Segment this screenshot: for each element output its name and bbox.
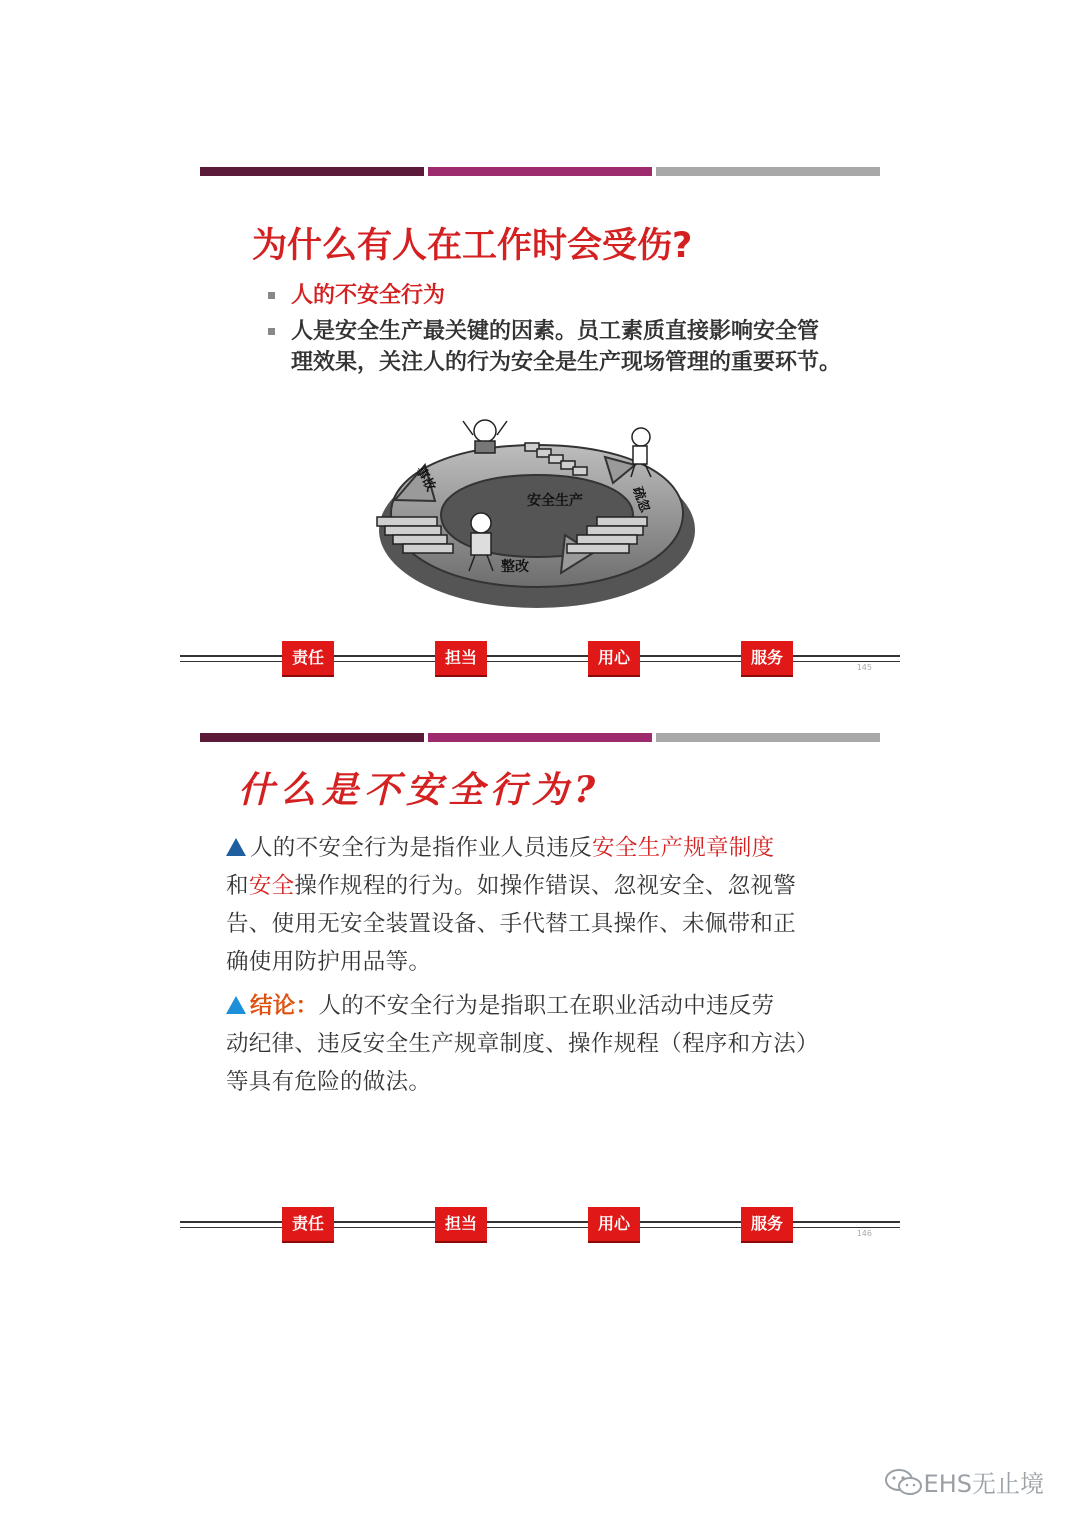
text-span: 人的不安全行为是指职工在职业活动中违反劳 [318,993,775,1019]
text-span: 和 [226,873,249,899]
watermark-text: EHS无止境 [923,1470,1044,1498]
highlight-span: 安全 [248,873,295,899]
definition-line-1 [226,829,876,867]
diagram-center-label: 安全生产 [527,493,583,509]
page-number: 146 [856,1229,872,1238]
slide1-top-bar [200,167,880,176]
bar-segment [200,733,424,742]
conclusion-label: 结论： [250,993,319,1019]
footer-badge-dedication: 用心 [588,1207,640,1243]
slide1-bullet-1 [268,280,445,311]
footer-badge-service: 服务 [741,641,793,677]
bar-segment [428,167,652,176]
wechat-icon [884,1467,924,1497]
footer-badge-dedication: 用心 [588,641,640,677]
watermark [884,1464,1044,1499]
footer-badge-responsibility: 责任 [282,641,334,677]
slide2-top-bar [200,733,880,742]
bullet-square-icon [268,328,275,335]
footer-badge-service: 服务 [741,1207,793,1243]
bar-segment [656,167,880,176]
bullet-text: 人的不安全行为 [291,283,446,308]
diagram-label-accident: 事故 [412,464,439,495]
definition-line-3: 告、使用无安全装置设备、手代替工具操作、未佩带和正 [226,911,797,937]
slide1-footer [180,641,900,677]
footer-badge-commitment: 担当 [435,1207,487,1243]
conclusion-line-3: 等具有危险的做法。 [226,1069,432,1095]
slide2-footer [180,1207,900,1243]
footer-badge-commitment: 担当 [435,641,487,677]
text-span: 人的不安全行为是指作业人员违反 [250,835,593,861]
definition-paragraph [226,829,876,981]
bar-segment [656,733,880,742]
definition-line-4: 确使用防护用品等。 [226,949,432,975]
bullet-line-2: 理效果，关注人的行为安全是生产现场管理的重要环节。 [291,350,842,375]
page-number: 145 [856,663,872,672]
bar-segment [428,733,652,742]
diagram-label-neglect: 疏忽 [629,484,653,515]
conclusion-line-1 [226,987,876,1025]
slide2-title: 什么是不安全行为? [238,769,602,811]
bullet-square-icon [268,292,275,299]
definition-line-2 [226,867,876,905]
conclusion-paragraph [226,987,876,1101]
highlight-span: 安全生产规章制度 [592,835,775,861]
bullet-text [291,316,841,378]
bar-segment [200,167,424,176]
slide1-title: 为什么有人在工作时会受伤? [252,226,693,266]
safety-cycle-diagram [365,405,710,620]
slide1-bullet-2 [268,316,841,378]
footer-badge-responsibility: 责任 [282,1207,334,1243]
triangle-bullet-icon [226,838,246,856]
text-span: 操作规程的行为。如操作错误、忽视安全、忽视警 [294,873,797,899]
diagram-label-rectify: 整改 [501,559,529,575]
conclusion-line-2: 动纪律、违反安全生产规章制度、操作规程（程序和方法） [226,1031,819,1057]
triangle-bullet-icon [226,996,246,1014]
bullet-line-1: 人是安全生产最关键的因素。员工素质直接影响安全管 [291,319,820,344]
